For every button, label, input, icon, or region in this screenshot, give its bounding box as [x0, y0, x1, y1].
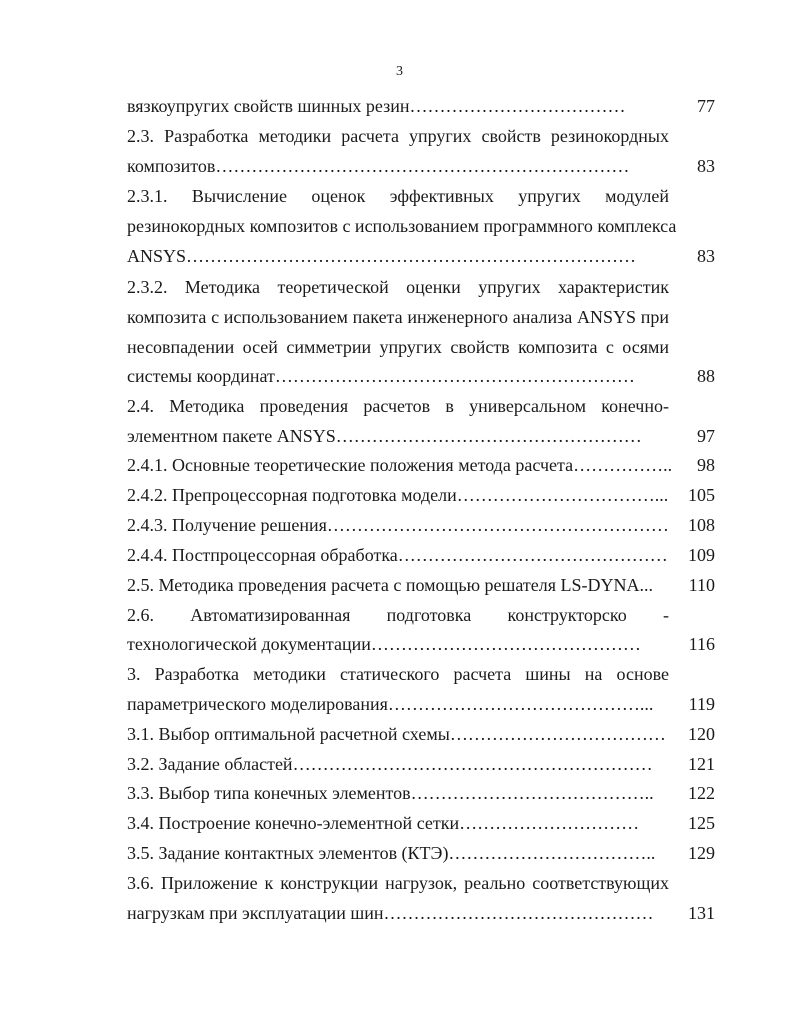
toc-entry-text: 2.4. Методика проведения расчетов в универсальном конечно- [127, 396, 669, 416]
toc-page-number: 119 [688, 694, 715, 714]
toc-entry-text: несовпадении осей симметрии упругих свойств композита с осями [127, 337, 669, 357]
toc-page-number: 83 [697, 156, 715, 176]
toc-entry-text: ANSYS………………………………………………………………… [127, 246, 637, 266]
toc-page-number: 97 [697, 426, 715, 446]
toc-entry-text: 2.4.2. Препроцессорная подготовка модели……………………………... [127, 485, 669, 505]
toc-entry-text: 2.6. Автоматизированная подготовка конструкторско - [127, 605, 669, 625]
toc-page-number: 83 [697, 246, 715, 266]
toc-row [127, 244, 715, 268]
toc-row [127, 394, 715, 418]
toc-page-number: 105 [688, 485, 715, 505]
toc-row [127, 573, 715, 597]
toc-entry-text: элементном пакете ANSYS…………………………………………… [127, 426, 642, 446]
toc-row [127, 781, 715, 805]
toc-row [127, 841, 715, 865]
toc-page-number: 109 [688, 545, 715, 565]
toc-row [127, 662, 715, 686]
toc-page-number: 121 [688, 754, 715, 774]
toc-page-number: 110 [688, 575, 715, 595]
toc-entry-text: 2.5. Методика проведения расчета с помощью решателя LS-DYNA... [127, 575, 653, 595]
toc-entry-text: 2.3.2. Методика теоретической оценки упругих характеристик [127, 277, 669, 297]
toc-entry-text: нагрузкам при эксплуатации шин……………………………………… [127, 903, 654, 923]
toc-entry-text: 3.2. Задание областей…………………………………………………… [127, 754, 653, 774]
toc-entry-text: 3.6. Приложение к конструкции нагрузок, реально соответствующих [127, 873, 669, 893]
toc-row [127, 154, 715, 178]
toc-page-number: 77 [697, 96, 715, 116]
toc-page-number: 108 [688, 515, 715, 535]
toc-entry-text: 3.1. Выбор оптимальной расчетной схемы……………………………… [127, 724, 666, 744]
toc-entry-text: 3.3. Выбор типа конечных элементов………………………………….. [127, 783, 654, 803]
toc-entry-text: 2.3. Разработка методики расчета упругих свойств резинокордных [127, 126, 669, 146]
toc-entry-text: 2.3.1. Вычисление оценок эффективных упругих модулей [127, 186, 669, 206]
toc-page-number: 98 [697, 455, 715, 475]
toc-entry-text: 3.4. Построение конечно-элементной сетки………………………… [127, 813, 640, 833]
toc-page-number: 116 [688, 634, 715, 654]
toc-entry-text: резинокордных композитов с использованием программного комплекса [127, 216, 677, 236]
toc-row [127, 811, 715, 835]
toc-row [127, 424, 715, 448]
toc-row [127, 871, 715, 895]
toc-entry-text: 2.4.4. Постпроцессорная обработка……………………………………… [127, 545, 668, 565]
toc-row [127, 305, 715, 329]
toc-entry-text: 3.5. Задание контактных элементов (КТЭ)…………………………….. [127, 843, 656, 863]
toc-entry-text: технологической документации……………………………………… [127, 634, 641, 654]
toc-row [127, 513, 715, 537]
toc-row [127, 752, 715, 776]
toc-page-number: 122 [688, 783, 715, 803]
toc-row [127, 543, 715, 567]
page-number: 3 [396, 64, 403, 79]
toc-entry-text: системы координат…………………………………………………… [127, 366, 635, 386]
toc-entry-text: вязкоупругих свойств шинных резин……………………………… [127, 96, 626, 116]
toc-entry-text: композита с использованием пакета инженерного анализа ANSYS при [127, 307, 669, 327]
toc-row [127, 364, 715, 388]
toc-row [127, 453, 715, 477]
toc-row [127, 722, 715, 746]
toc-row [127, 483, 715, 507]
toc-page-number: 88 [697, 366, 715, 386]
toc-row [127, 692, 715, 716]
toc-row [127, 632, 715, 656]
toc-page-number: 131 [688, 903, 715, 923]
toc-row [127, 335, 715, 359]
toc-entry-text: 2.4.1. Основные теоретические положения метода расчета…………….. [127, 455, 673, 475]
toc-page-number: 120 [688, 724, 715, 744]
toc-row [127, 184, 715, 208]
toc-entry-text: композитов…………………………………………………………… [127, 156, 630, 176]
toc-row [127, 901, 715, 925]
toc-row [127, 603, 715, 627]
toc-row [127, 214, 715, 238]
toc-entry-text: параметрического моделирования……………………………………... [127, 694, 654, 714]
toc-entry-text: 3. Разработка методики статического расчета шины на основе [127, 664, 669, 684]
toc-entry-text: 2.4.3. Получение решения………………………………………………… [127, 515, 669, 535]
toc-row [127, 124, 715, 148]
toc-row [127, 275, 715, 299]
toc-page-number: 129 [688, 843, 715, 863]
toc-row [127, 94, 715, 118]
toc-page-number: 125 [688, 813, 715, 833]
